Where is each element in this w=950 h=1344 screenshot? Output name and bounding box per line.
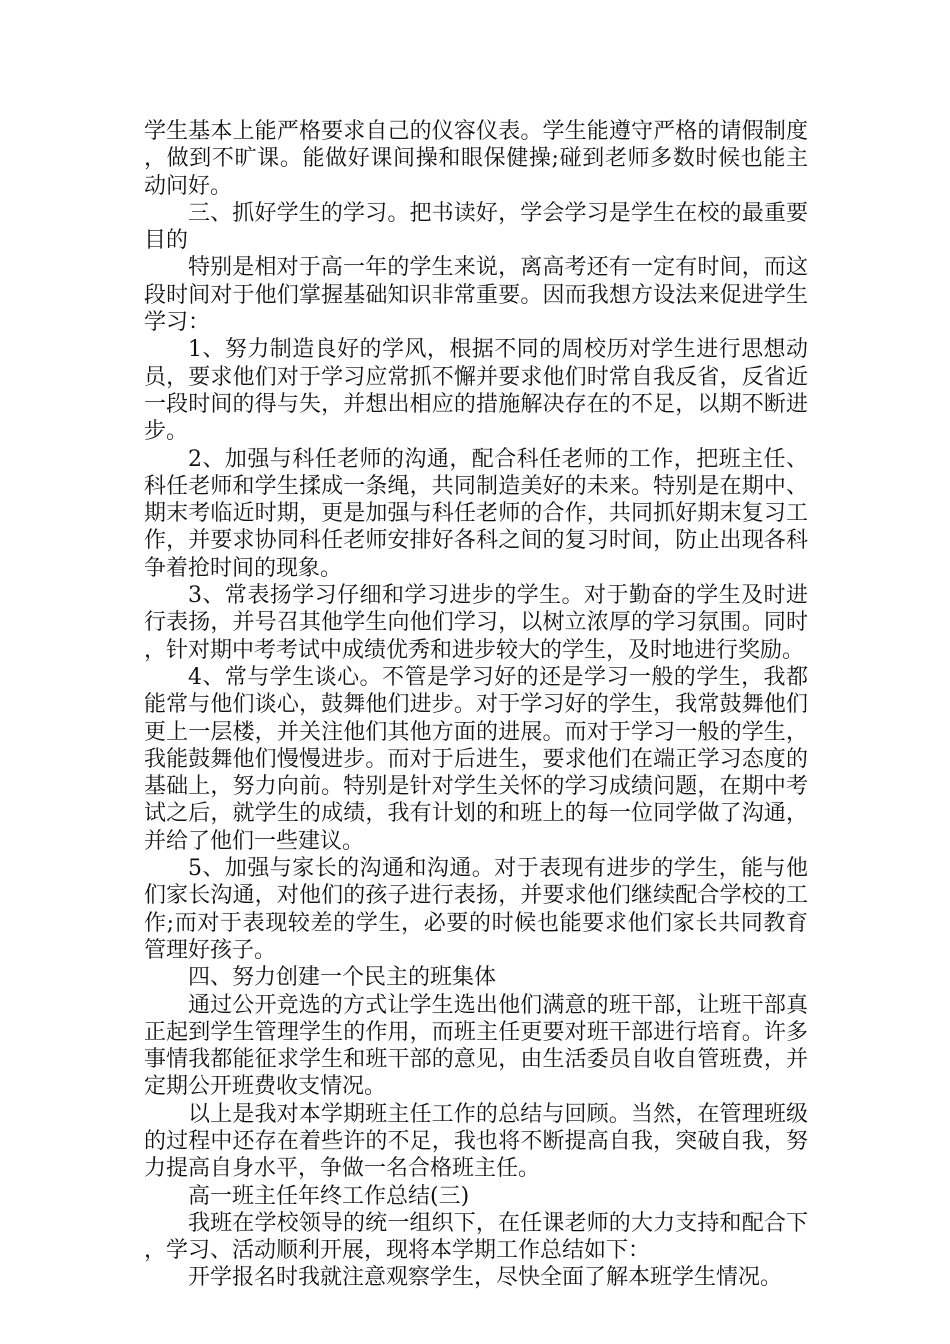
list-item: 4、常与学生谈心。不管是学习好的还是学习一般的学生，我都能常与他们谈心，鼓舞他们进步。对于学习好的学生，我常鼓舞他们更上一层楼，并关注他们其他方面的进展。而对于学习一般的学生，我能鼓舞他们慢慢进步。而对于后进生，要求他们在端正学习态度的基础上，努力向前。特别是针对学生关怀的学习成绩问题，在期中考试之后，就学生的成绩，我有计划的和班上的每一位同学做了沟通，并给了他们一些建议。 — [144, 664, 808, 854]
section-heading: 四、努力创建一个民主的班集体 — [188, 965, 497, 991]
list-item: 2、加强与科任老师的沟通，配合科任老师的工作，把班主任、科任老师和学生揉成一条绳，共同制造美好的未来。特别是在期中、期末考临近时期，更是加强与科任老师的合作，共同抓好期末复习工作，并要求协同科任老师安排好各科之间的复习时间，防止出现各科争着抢时间的现象。 — [144, 446, 808, 581]
list-item: 1、努力制造良好的学风，根据不同的周校历对学生进行思想动员，要求他们对于学习应常抓不懈并要求他们时常自我反省，反省近一段时间的得与失，并想出相应的措施解决存在的不足，以期不断进步。 — [144, 337, 808, 445]
paragraph: 通过公开竞选的方式让学生选出他们满意的班干部，让班干部真正起到学生管理学生的作用，而班主任更要对班干部进行培育。许多事情我都能征求学生和班干部的意见，由生活委员自收自管班费，并定期公开班费收支情况。 — [144, 992, 808, 1100]
list-item: 3、常表扬学习仔细和学习进步的学生。对于勤奋的学生及时进行表扬，并号召其他学生向他们学习，以树立浓厚的学习氛围。同时，针对期中考考试中成绩优秀和进步较大的学生，及时地进行奖励。 — [144, 583, 808, 663]
paragraph: 特别是相对于高一年的学生来说，离高考还有一定有时间，而这段时间对于他们掌握基础知识非常重要。因而我想方设法来促进学生学习： — [144, 255, 808, 336]
paragraph: 学生基本上能严格要求自己的仪容仪表。学生能遵守严格的请假制度，做到不旷课。能做好课间操和眼保健操;碰到老师多数时候也能主动问好。 — [144, 119, 808, 199]
section-heading: 三、抓好学生的学习。把书读好，学会学习是学生在校的最重要目的 — [144, 200, 808, 254]
list-item: 5、加强与家长的沟通和沟通。对于表现有进步的学生，能与他们家长沟通，对他们的孩子进行表扬，并要求他们继续配合学校的工作;而对于表现较差的学生，必要的时候也能要求他们家长共同教育管理好孩子。 — [144, 856, 808, 963]
paragraph: 以上是我对本学期班主任工作的总结与回顾。当然，在管理班级的过程中还存在着些许的不足，我也将不断提高自我，突破自我，努力提高自身水平，争做一名合格班主任。 — [144, 1101, 808, 1182]
document-title: 高一班主任年终工作总结(三) — [188, 1183, 470, 1209]
document-page — [144, 118, 808, 1292]
paragraph: 我班在学校领导的统一组织下，在任课老师的大力支持和配合下，学习、活动顺利开展，现将本学期工作总结如下： — [144, 1210, 808, 1264]
paragraph: 开学报名时我就注意观察学生，尽快全面了解本班学生情况。 — [188, 1265, 783, 1291]
